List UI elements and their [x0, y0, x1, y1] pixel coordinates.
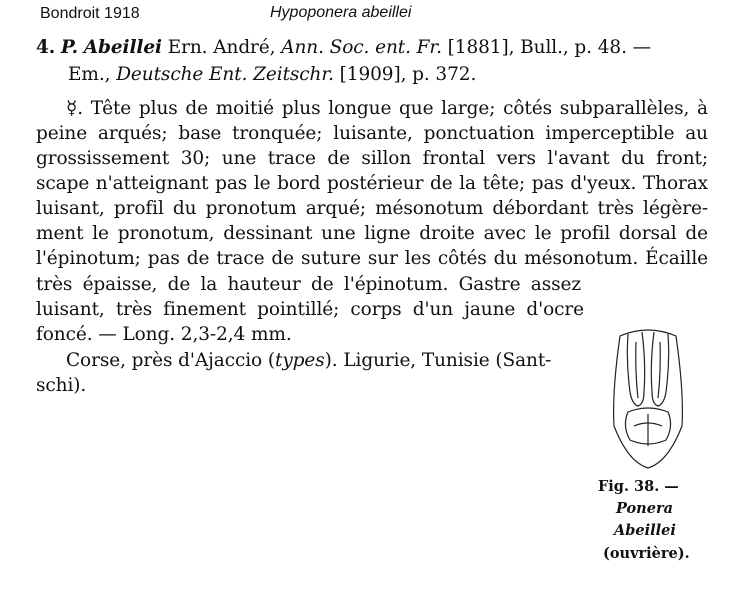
reference-1: [1881], Bull., p. 48. — [447, 37, 652, 58]
description-line-7: l'épinotum; pas de trace de suture sur les côtés du mésonotum. Écaille [36, 248, 708, 269]
description-line-4: scape n'atteignant pas le bord postérieur de la tête; pas d'yeux. Thorax [36, 173, 708, 194]
entry-heading-line-2 [68, 64, 476, 85]
distribution-line-1 [66, 350, 551, 371]
journal-2: Deutsche Ent. Zeitschr. [116, 64, 334, 85]
distribution-line-2: schi). [36, 375, 87, 396]
caption-genus: Ponera [616, 500, 673, 517]
ant-head-illustration [608, 322, 688, 470]
caption-species: Abeillei [614, 522, 676, 539]
emendation: Em., [68, 64, 111, 85]
genus-abbrev: P. [60, 37, 78, 58]
caption-caste: (ouvrière). [603, 545, 690, 562]
distribution-text-b: ). Ligurie, Tunisie (Sant- [324, 350, 552, 371]
caste-symbol: ☿ [66, 98, 78, 119]
description-line-5: luisant, profil du pronotum arqué; mésonotum débordant très légère- [36, 198, 708, 219]
entry-number: 4. [36, 37, 56, 58]
caption-figure-number: Fig. 38. — [598, 478, 679, 495]
description-line-10: foncé. — Long. 2,3-2,4 mm. [36, 324, 292, 345]
description-text-1: . Tête plus de moitié plus longue que large; côtés subparallèles, à [77, 98, 708, 119]
species-name: Abeillei [83, 37, 162, 58]
description-line-8: très épaisse, de la hauteur de l'épinotum. Gastre assez [36, 274, 581, 295]
header-taxon: Hypoponera abeillei [270, 4, 412, 21]
types-word: types [274, 350, 325, 371]
description-line-2: peine arqués; base tronquée; luisante, ponctuation imperceptible au [36, 123, 708, 144]
journal-1: Ann. Soc. ent. Fr. [281, 37, 442, 58]
header-author-year: Bondroit 1918 [40, 5, 140, 22]
description-line-6: ment le pronotum, dessinant une ligne droite avec le profil dorsal de [36, 223, 708, 244]
entry-heading-line-1 [36, 37, 651, 58]
author: Ern. André, [167, 37, 276, 58]
description-line-1 [66, 98, 708, 119]
description-line-9: luisant, très finement pointillé; corps d'un jaune d'ocre [36, 299, 584, 320]
distribution-text-a: Corse, près d'Ajaccio ( [66, 350, 275, 371]
description-line-3: grossissement 30; une trace de sillon frontal vers l'avant du front; [36, 148, 708, 169]
reference-2: [1909], p. 372. [339, 64, 477, 85]
